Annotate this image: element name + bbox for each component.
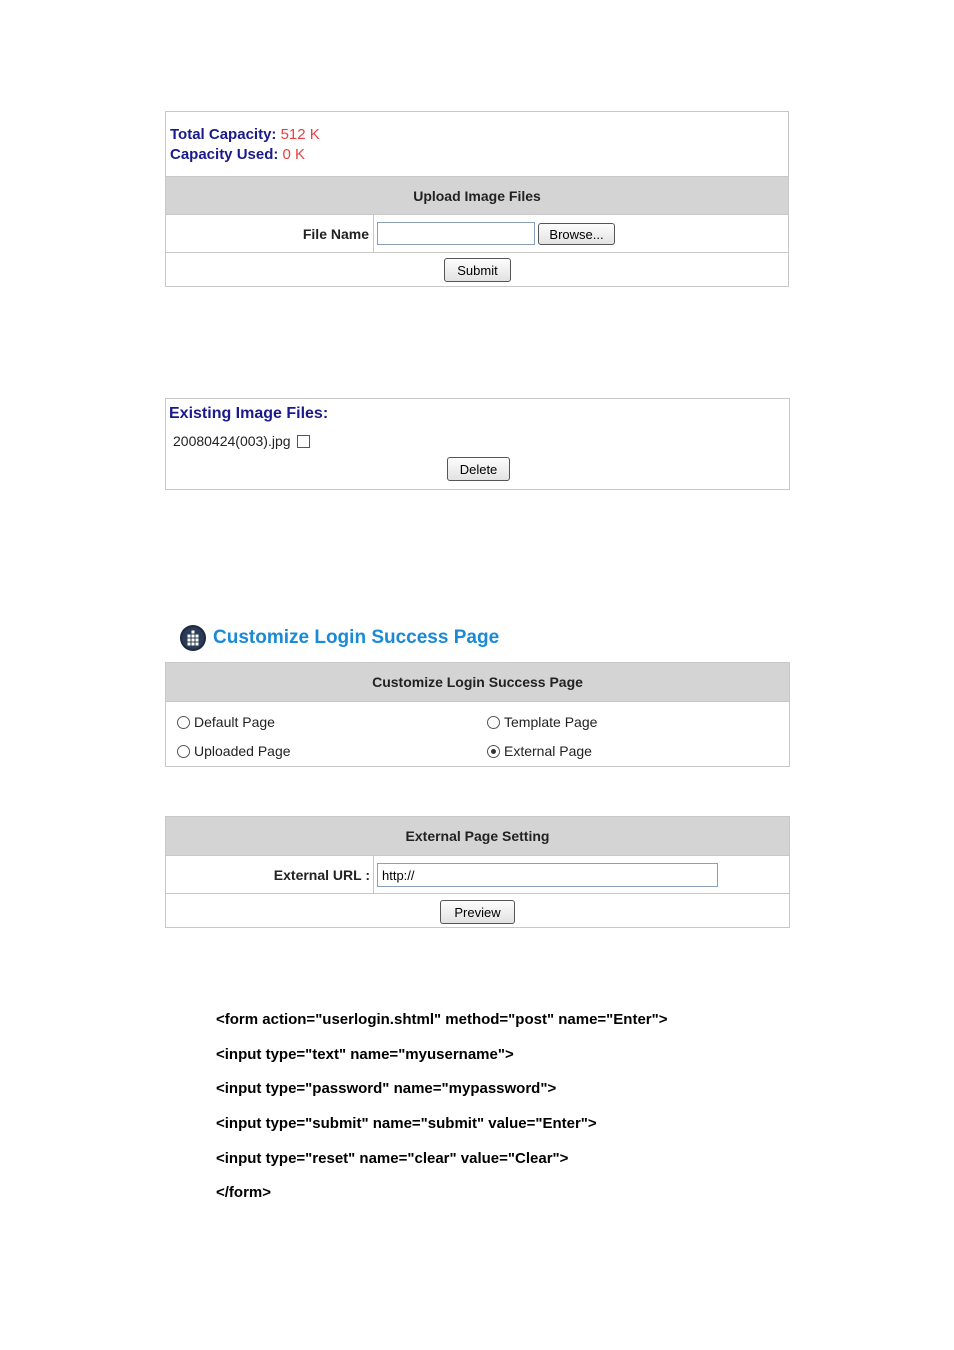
submit-row — [166, 252, 788, 286]
radio-template-page[interactable] — [487, 714, 597, 730]
delete-button[interactable]: Delete — [447, 457, 510, 481]
login-success-panel — [165, 662, 790, 767]
file-name-label: File Name — [302, 226, 369, 242]
radio-default-page-circle[interactable] — [177, 716, 190, 729]
column-divider — [373, 215, 374, 252]
submit-button[interactable]: Submit — [444, 258, 511, 282]
capacity-used-label: Capacity Used: — [170, 146, 279, 163]
code-line: <input type="submit" name="submit" value="Enter"> — [216, 1115, 597, 1132]
external-url-label: External URL : — [273, 867, 370, 883]
code-line: <input type="password" name="mypassword"> — [216, 1080, 557, 1097]
radio-uploaded-page-circle[interactable] — [177, 745, 190, 758]
upload-header: Upload Image Files — [166, 176, 788, 214]
total-capacity-label: Total Capacity: — [170, 126, 277, 143]
radio-external-page-label: External Page — [504, 743, 592, 759]
file-name: 20080424(003).jpg — [173, 433, 291, 449]
code-line: <input type="reset" name="clear" value="Clear"> — [216, 1150, 569, 1167]
radio-external-page-circle[interactable] — [487, 745, 500, 758]
radio-default-page-label: Default Page — [194, 714, 275, 730]
radio-default-page[interactable] — [177, 714, 275, 730]
total-capacity — [170, 126, 320, 143]
radio-external-page[interactable] — [487, 743, 592, 759]
radio-uploaded-page[interactable] — [177, 743, 291, 759]
file-name-row — [166, 214, 788, 252]
code-line: <form action="userlogin.shtml" method="post" name="Enter"> — [216, 1011, 668, 1028]
capacity-used-value: 0 K — [282, 146, 306, 163]
options-row — [166, 701, 789, 766]
preview-button[interactable]: Preview — [440, 900, 515, 924]
external-page-panel — [165, 816, 790, 928]
existing-files-title: Existing Image Files: — [169, 405, 329, 422]
login-success-header: Customize Login Success Page — [166, 663, 789, 701]
file-checkbox[interactable] — [297, 435, 310, 448]
external-url-row — [166, 855, 789, 893]
login-success-title — [179, 624, 499, 652]
upload-panel — [165, 111, 789, 287]
preview-row — [166, 893, 789, 927]
radio-uploaded-page-label: Uploaded Page — [194, 743, 291, 759]
column-divider — [373, 856, 374, 893]
total-capacity-value: 512 K — [280, 126, 320, 143]
external-url-input[interactable] — [377, 863, 718, 887]
existing-files-panel — [165, 398, 790, 490]
external-page-header: External Page Setting — [166, 817, 789, 855]
code-line: <input type="text" name="myusername"> — [216, 1046, 514, 1063]
capacity-used — [170, 146, 305, 163]
grid-circle-icon — [179, 624, 207, 652]
file-name-input[interactable] — [377, 222, 535, 245]
radio-template-page-label: Template Page — [504, 714, 598, 730]
section-title: Customize Login Success Page — [213, 627, 500, 648]
file-list-item — [173, 433, 310, 449]
radio-template-page-circle[interactable] — [487, 716, 500, 729]
code-line: </form> — [216, 1184, 272, 1201]
browse-button[interactable]: Browse... — [538, 223, 615, 245]
